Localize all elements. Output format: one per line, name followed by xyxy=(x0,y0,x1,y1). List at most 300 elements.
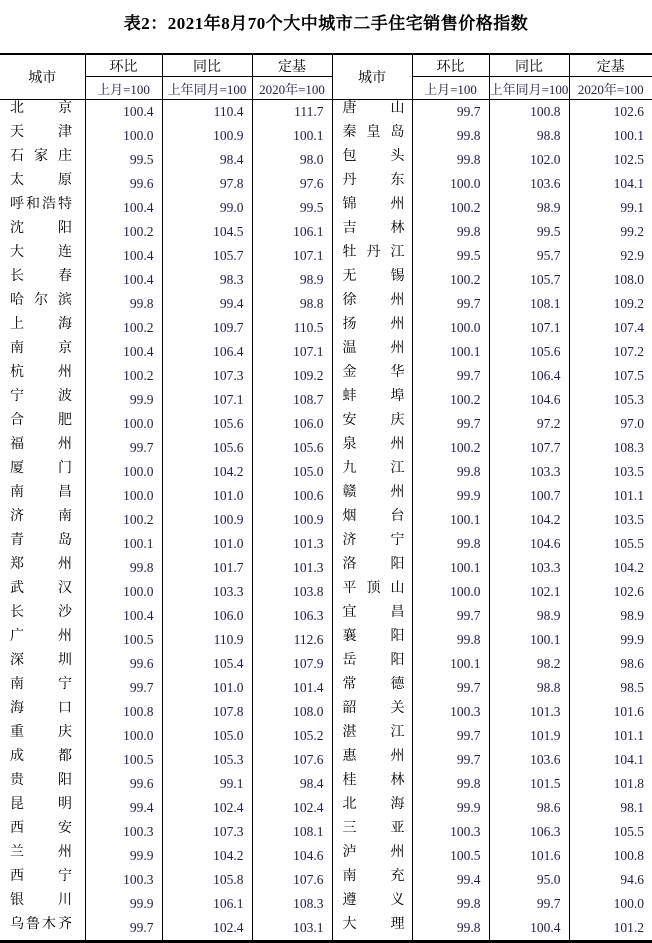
city-cell xyxy=(0,100,85,125)
table-row xyxy=(0,796,652,820)
city-name: 太原 xyxy=(10,173,72,188)
city-name: 重庆 xyxy=(10,725,72,740)
index-value: 101.8 xyxy=(569,772,652,796)
index-value: 100.2 xyxy=(412,388,489,412)
index-value: 107.6 xyxy=(252,748,332,772)
index-value: 100.4 xyxy=(85,100,162,125)
city-cell xyxy=(0,220,85,244)
table-row xyxy=(0,244,652,268)
index-value: 105.5 xyxy=(569,820,652,844)
index-value: 110.5 xyxy=(252,316,332,340)
index-value: 99.2 xyxy=(569,220,652,244)
header-yoy-left: 同比 xyxy=(162,54,252,77)
index-value: 99.5 xyxy=(85,148,162,172)
city-name: 常德 xyxy=(342,677,405,692)
city-cell xyxy=(0,820,85,844)
index-value: 99.8 xyxy=(412,892,489,916)
index-value: 102.4 xyxy=(252,796,332,820)
city-name: 三亚 xyxy=(342,821,405,836)
city-name: 平顶山 xyxy=(342,581,405,596)
city-name: 沈阳 xyxy=(10,221,72,236)
index-value: 109.2 xyxy=(569,292,652,316)
city-cell xyxy=(0,388,85,412)
city-cell xyxy=(332,196,412,220)
city-cell xyxy=(332,100,412,125)
city-cell xyxy=(332,316,412,340)
subheader-yoy-base-left: 上年同月=100 xyxy=(162,77,252,100)
index-value: 98.0 xyxy=(252,148,332,172)
index-value: 99.5 xyxy=(489,220,569,244)
index-value: 107.4 xyxy=(569,316,652,340)
index-value: 99.8 xyxy=(412,124,489,148)
index-value: 100.0 xyxy=(85,484,162,508)
index-value: 95.0 xyxy=(489,868,569,892)
table-row xyxy=(0,388,652,412)
city-cell xyxy=(0,268,85,292)
index-value: 100.2 xyxy=(85,220,162,244)
index-value: 99.1 xyxy=(569,196,652,220)
city-name: 宜昌 xyxy=(342,605,405,620)
city-name: 泉州 xyxy=(342,437,405,452)
city-name: 哈尔滨 xyxy=(10,293,72,308)
index-value: 100.8 xyxy=(569,844,652,868)
index-value: 105.4 xyxy=(162,652,252,676)
index-value: 97.0 xyxy=(569,412,652,436)
table-row xyxy=(0,220,652,244)
city-name: 牡丹江 xyxy=(342,245,405,260)
city-name: 遵义 xyxy=(342,893,405,908)
index-value: 108.3 xyxy=(569,436,652,460)
header-fixedbase-right: 定基 xyxy=(569,54,652,77)
city-cell xyxy=(0,460,85,484)
city-cell xyxy=(0,412,85,436)
city-name: 烟台 xyxy=(342,509,405,524)
index-value: 92.9 xyxy=(569,244,652,268)
city-cell xyxy=(332,772,412,796)
index-value: 105.7 xyxy=(489,268,569,292)
index-value: 100.0 xyxy=(85,124,162,148)
index-value: 101.6 xyxy=(569,700,652,724)
city-cell xyxy=(332,652,412,676)
city-cell xyxy=(0,748,85,772)
city-name: 岳阳 xyxy=(342,653,405,668)
index-value: 100.4 xyxy=(85,196,162,220)
index-value: 99.7 xyxy=(85,436,162,460)
index-value: 100.8 xyxy=(85,700,162,724)
index-value: 108.1 xyxy=(252,820,332,844)
city-name: 长春 xyxy=(10,269,72,284)
header-city-right: 城市 xyxy=(332,54,412,100)
index-value: 105.6 xyxy=(162,412,252,436)
index-value: 99.8 xyxy=(412,148,489,172)
index-value: 106.4 xyxy=(162,340,252,364)
index-value: 107.3 xyxy=(162,820,252,844)
city-name: 大连 xyxy=(10,245,72,260)
city-cell xyxy=(0,724,85,748)
index-value: 99.7 xyxy=(412,100,489,125)
index-value: 104.1 xyxy=(569,748,652,772)
subheader-yoy-base-right: 上年同月=100 xyxy=(489,77,569,100)
index-value: 105.8 xyxy=(162,868,252,892)
city-cell xyxy=(332,580,412,604)
index-value: 101.3 xyxy=(489,700,569,724)
index-value: 100.4 xyxy=(489,916,569,942)
index-value: 106.4 xyxy=(489,364,569,388)
table-row xyxy=(0,148,652,172)
index-value: 107.6 xyxy=(252,868,332,892)
city-name: 无锡 xyxy=(342,269,405,284)
city-name: 厦门 xyxy=(10,461,72,476)
city-name: 天津 xyxy=(10,125,72,140)
index-value: 98.5 xyxy=(569,676,652,700)
city-name: 兰州 xyxy=(10,845,72,860)
city-name: 蚌埠 xyxy=(342,389,405,404)
index-value: 101.0 xyxy=(162,484,252,508)
index-value: 105.3 xyxy=(569,388,652,412)
city-name: 金华 xyxy=(342,365,405,380)
table-row xyxy=(0,436,652,460)
index-value: 100.0 xyxy=(85,460,162,484)
index-value: 104.2 xyxy=(569,556,652,580)
subheader-fixedbase-base-right: 2020年=100 xyxy=(569,77,652,100)
index-value: 99.7 xyxy=(85,676,162,700)
index-value: 99.8 xyxy=(85,292,162,316)
index-value: 99.9 xyxy=(85,844,162,868)
index-value: 104.2 xyxy=(489,508,569,532)
city-cell xyxy=(0,892,85,916)
table-row xyxy=(0,100,652,125)
city-name: 呼和浩特 xyxy=(10,197,72,212)
city-cell xyxy=(0,700,85,724)
index-value: 100.1 xyxy=(569,124,652,148)
city-cell xyxy=(0,772,85,796)
table-row xyxy=(0,652,652,676)
city-name: 福州 xyxy=(10,437,72,452)
city-name: 唐山 xyxy=(342,101,405,116)
index-value: 98.8 xyxy=(489,124,569,148)
index-value: 104.2 xyxy=(162,460,252,484)
index-value: 100.2 xyxy=(412,436,489,460)
city-cell xyxy=(332,364,412,388)
city-name: 赣州 xyxy=(342,485,405,500)
index-value: 104.6 xyxy=(252,844,332,868)
header-mom-right: 环比 xyxy=(412,54,489,77)
city-cell xyxy=(332,436,412,460)
table-row xyxy=(0,844,652,868)
index-value: 99.7 xyxy=(85,916,162,942)
index-value: 100.2 xyxy=(412,196,489,220)
city-cell xyxy=(332,484,412,508)
index-value: 98.8 xyxy=(252,292,332,316)
index-value: 97.8 xyxy=(162,172,252,196)
city-cell xyxy=(332,556,412,580)
city-name: 大理 xyxy=(342,917,405,932)
index-value: 100.0 xyxy=(85,412,162,436)
index-value: 100.1 xyxy=(412,652,489,676)
table-row xyxy=(0,604,652,628)
index-value: 107.8 xyxy=(162,700,252,724)
city-cell xyxy=(332,172,412,196)
index-value: 100.0 xyxy=(412,172,489,196)
index-value: 105.0 xyxy=(162,724,252,748)
index-value: 97.2 xyxy=(489,412,569,436)
city-name: 桂林 xyxy=(342,773,405,788)
city-name: 襄阳 xyxy=(342,629,405,644)
city-cell xyxy=(0,124,85,148)
index-value: 105.2 xyxy=(252,724,332,748)
city-cell xyxy=(0,364,85,388)
table-row xyxy=(0,892,652,916)
index-value: 99.0 xyxy=(162,196,252,220)
index-value: 100.5 xyxy=(85,628,162,652)
header-mom-left: 环比 xyxy=(85,54,162,77)
index-value: 103.5 xyxy=(569,460,652,484)
index-value: 100.2 xyxy=(85,364,162,388)
index-value: 100.4 xyxy=(85,268,162,292)
index-value: 108.7 xyxy=(252,388,332,412)
index-value: 102.5 xyxy=(569,148,652,172)
city-name: 吉林 xyxy=(342,221,405,236)
city-name: 武汉 xyxy=(10,581,72,596)
index-value: 100.3 xyxy=(85,868,162,892)
index-value: 99.7 xyxy=(412,292,489,316)
table-row xyxy=(0,124,652,148)
city-name: 银川 xyxy=(10,893,72,908)
index-value: 100.7 xyxy=(489,484,569,508)
table-row xyxy=(0,772,652,796)
index-value: 107.1 xyxy=(489,316,569,340)
city-name: 北海 xyxy=(342,797,405,812)
city-name: 宁波 xyxy=(10,389,72,404)
city-name: 西安 xyxy=(10,821,72,836)
city-cell xyxy=(0,148,85,172)
index-value: 105.7 xyxy=(162,244,252,268)
city-cell xyxy=(332,748,412,772)
index-value: 107.1 xyxy=(252,340,332,364)
index-value: 109.7 xyxy=(162,316,252,340)
index-value: 101.3 xyxy=(252,556,332,580)
page-title: 表2：2021年8月70个大中城市二手住宅销售价格指数 xyxy=(123,14,529,33)
index-value: 101.0 xyxy=(162,532,252,556)
city-cell xyxy=(332,676,412,700)
index-value: 101.4 xyxy=(252,676,332,700)
city-name: 温州 xyxy=(342,341,405,356)
city-name: 乌鲁木齐 xyxy=(10,917,72,932)
index-value: 103.3 xyxy=(489,556,569,580)
index-value: 98.8 xyxy=(489,676,569,700)
city-name: 西宁 xyxy=(10,869,72,884)
city-cell xyxy=(0,508,85,532)
index-value: 98.9 xyxy=(489,604,569,628)
table-row xyxy=(0,340,652,364)
table-row xyxy=(0,172,652,196)
index-value: 107.7 xyxy=(489,436,569,460)
index-value: 103.3 xyxy=(489,460,569,484)
index-value: 100.1 xyxy=(85,532,162,556)
city-name: 徐州 xyxy=(342,293,405,308)
city-name: 石家庄 xyxy=(10,149,72,164)
index-value: 101.0 xyxy=(162,676,252,700)
index-value: 100.0 xyxy=(85,724,162,748)
index-value: 98.6 xyxy=(569,652,652,676)
index-value: 100.1 xyxy=(489,628,569,652)
index-value: 103.6 xyxy=(489,748,569,772)
index-value: 112.6 xyxy=(252,628,332,652)
city-cell xyxy=(332,868,412,892)
city-cell xyxy=(0,796,85,820)
city-cell xyxy=(0,844,85,868)
index-value: 99.8 xyxy=(412,460,489,484)
table-row xyxy=(0,868,652,892)
index-value: 100.3 xyxy=(85,820,162,844)
table-row xyxy=(0,316,652,340)
index-value: 100.1 xyxy=(412,340,489,364)
table-header xyxy=(0,54,652,100)
index-value: 104.5 xyxy=(162,220,252,244)
index-value: 100.9 xyxy=(162,124,252,148)
index-value: 99.9 xyxy=(85,388,162,412)
city-cell xyxy=(332,628,412,652)
table-row xyxy=(0,508,652,532)
header-fixedbase-left: 定基 xyxy=(252,54,332,77)
index-value: 99.1 xyxy=(162,772,252,796)
city-cell xyxy=(332,292,412,316)
city-cell xyxy=(332,268,412,292)
city-name: 安庆 xyxy=(342,413,405,428)
city-cell xyxy=(332,340,412,364)
index-value: 99.9 xyxy=(412,484,489,508)
table-row xyxy=(0,196,652,220)
city-name: 九江 xyxy=(342,461,405,476)
city-cell xyxy=(332,532,412,556)
index-value: 99.4 xyxy=(162,292,252,316)
index-value: 106.3 xyxy=(489,820,569,844)
index-value: 106.1 xyxy=(252,220,332,244)
index-value: 102.4 xyxy=(162,796,252,820)
subheader-fixedbase-base-left: 2020年=100 xyxy=(252,77,332,100)
index-value: 99.8 xyxy=(412,220,489,244)
index-value: 100.0 xyxy=(569,892,652,916)
index-value: 101.2 xyxy=(569,916,652,942)
table-row xyxy=(0,580,652,604)
index-value: 105.6 xyxy=(252,436,332,460)
index-value: 99.7 xyxy=(412,724,489,748)
index-value: 98.6 xyxy=(489,796,569,820)
index-value: 102.6 xyxy=(569,580,652,604)
table-row xyxy=(0,628,652,652)
index-value: 99.7 xyxy=(412,676,489,700)
header-city-left: 城市 xyxy=(0,54,85,100)
table-row xyxy=(0,364,652,388)
index-value: 108.0 xyxy=(569,268,652,292)
city-cell xyxy=(332,220,412,244)
index-value: 99.7 xyxy=(412,364,489,388)
city-name: 扬州 xyxy=(342,317,405,332)
index-value: 105.3 xyxy=(162,748,252,772)
city-name: 锦州 xyxy=(342,197,405,212)
index-value: 104.2 xyxy=(162,844,252,868)
index-value: 99.9 xyxy=(569,628,652,652)
index-value: 110.4 xyxy=(162,100,252,125)
index-value: 108.1 xyxy=(489,292,569,316)
city-cell xyxy=(0,172,85,196)
index-value: 99.7 xyxy=(412,412,489,436)
index-value: 97.6 xyxy=(252,172,332,196)
city-cell xyxy=(332,388,412,412)
subheader-mom-base-left: 上月=100 xyxy=(85,77,162,100)
index-value: 100.4 xyxy=(85,340,162,364)
index-value: 99.6 xyxy=(85,772,162,796)
index-value: 100.6 xyxy=(252,484,332,508)
city-name: 上海 xyxy=(10,317,72,332)
index-value: 107.3 xyxy=(162,364,252,388)
city-cell xyxy=(332,412,412,436)
city-cell xyxy=(0,676,85,700)
index-value: 107.1 xyxy=(252,244,332,268)
city-name: 广州 xyxy=(10,629,72,644)
index-value: 100.3 xyxy=(412,700,489,724)
city-name: 长沙 xyxy=(10,605,72,620)
city-cell xyxy=(0,340,85,364)
city-name: 海口 xyxy=(10,701,72,716)
index-value: 99.8 xyxy=(412,628,489,652)
city-name: 合肥 xyxy=(10,413,72,428)
city-cell xyxy=(0,196,85,220)
table-row xyxy=(0,556,652,580)
index-value: 100.1 xyxy=(412,556,489,580)
index-value: 102.1 xyxy=(489,580,569,604)
index-value: 98.4 xyxy=(162,148,252,172)
table-row xyxy=(0,820,652,844)
table-row xyxy=(0,268,652,292)
city-name: 成都 xyxy=(10,749,72,764)
index-value: 101.5 xyxy=(489,772,569,796)
city-cell xyxy=(332,820,412,844)
table-row xyxy=(0,460,652,484)
city-name: 昆明 xyxy=(10,797,72,812)
index-value: 98.3 xyxy=(162,268,252,292)
index-value: 100.0 xyxy=(412,316,489,340)
city-name: 南京 xyxy=(10,341,72,356)
index-value: 101.9 xyxy=(489,724,569,748)
index-value: 111.7 xyxy=(252,100,332,125)
city-cell xyxy=(0,556,85,580)
city-cell xyxy=(332,460,412,484)
index-value: 99.8 xyxy=(85,556,162,580)
city-name: 南宁 xyxy=(10,677,72,692)
index-value: 103.1 xyxy=(252,916,332,942)
index-value: 106.0 xyxy=(252,412,332,436)
index-value: 101.1 xyxy=(569,484,652,508)
city-cell xyxy=(332,148,412,172)
header-yoy-right: 同比 xyxy=(489,54,569,77)
city-name: 杭州 xyxy=(10,365,72,380)
index-value: 104.6 xyxy=(489,388,569,412)
subheader-mom-base-right: 上月=100 xyxy=(412,77,489,100)
city-cell xyxy=(0,484,85,508)
index-value: 100.9 xyxy=(162,508,252,532)
index-value: 101.3 xyxy=(252,532,332,556)
index-value: 99.9 xyxy=(412,796,489,820)
index-value: 100.1 xyxy=(252,124,332,148)
index-value: 99.5 xyxy=(412,244,489,268)
index-value: 103.5 xyxy=(569,508,652,532)
index-value: 100.2 xyxy=(85,508,162,532)
index-value: 100.0 xyxy=(412,580,489,604)
index-value: 100.5 xyxy=(85,748,162,772)
city-cell xyxy=(0,652,85,676)
city-cell xyxy=(0,868,85,892)
